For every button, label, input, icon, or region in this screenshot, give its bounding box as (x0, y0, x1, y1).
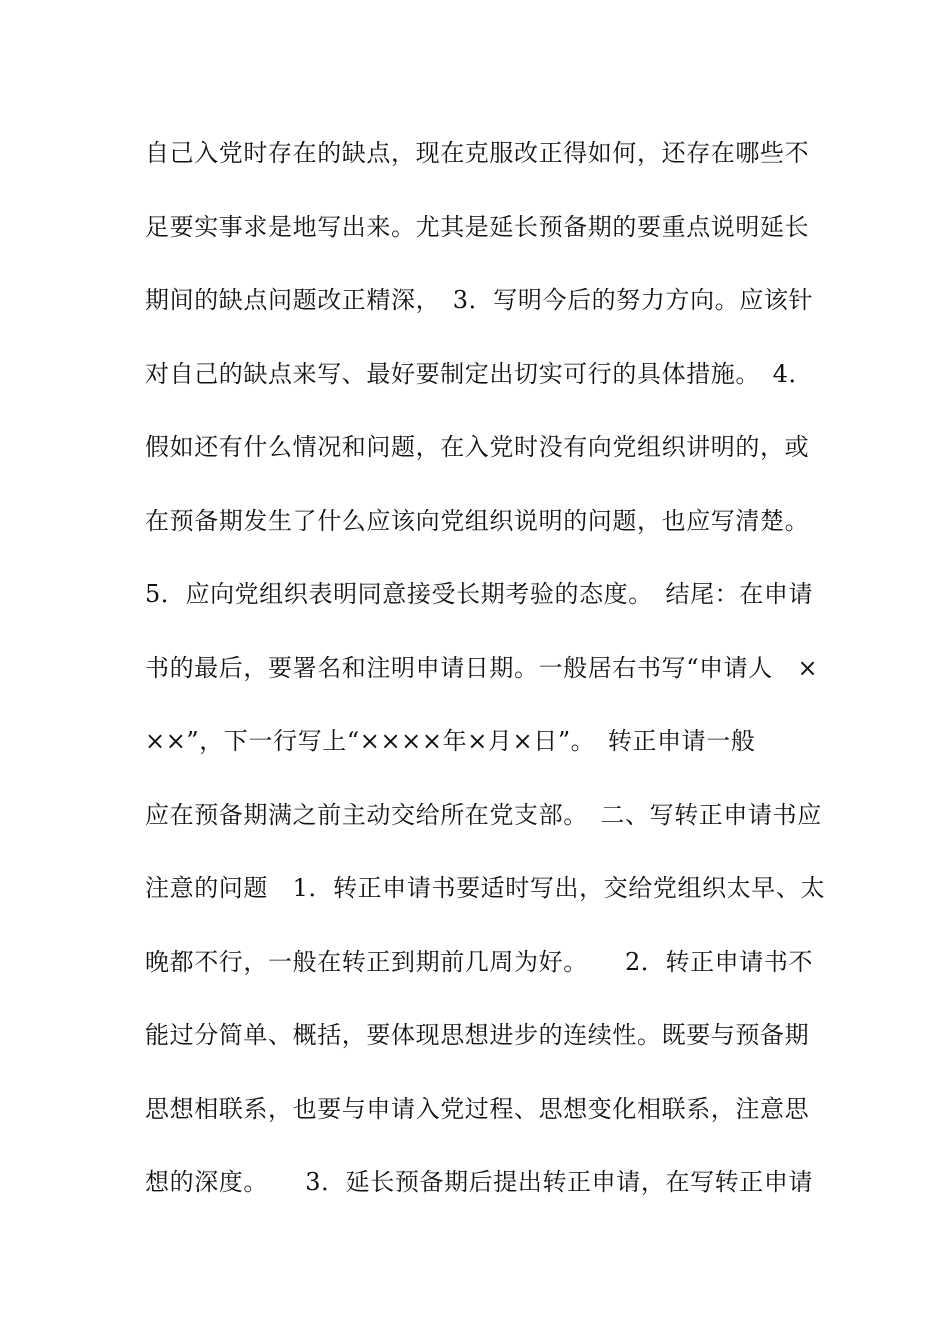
text-line: ××”，下一行写上“××××年×月×日”。 转正申请一般 (145, 727, 756, 755)
text-line: 假如还有什么情况和问题，在入党时没有向党组织讲明的，或 (145, 433, 810, 461)
text-line: 足要实事求是地写出来。尤其是延长预备期的要重点说明延长 (145, 212, 810, 241)
text-line: 注意的问题 1．转正申请书要适时写出，交给党组织太早、太 (145, 874, 826, 902)
text-line: 思想相联系，也要与申请入党过程、思想变化相联系，注意思 (145, 1094, 810, 1123)
text-line: 书的最后，要署名和注明申请日期。一般居右书写“申请人 × (145, 653, 819, 682)
text-line: 能过分简单、概括，要体现思想进步的连续性。既要与预备期 (145, 1021, 810, 1049)
text-line: 晚都不行，一般在转正到期前几周为好。 2．转正申请书不 (145, 947, 814, 976)
text-line: 对自己的缺点来写、最好要制定出切实可行的具体措施。 4． (145, 359, 814, 388)
text-line: 期间的缺点问题改正精深， 3．写明今后的努力方向。应该针 (145, 286, 814, 314)
text-line: 应在预备期满之前主动交给所在党支部。 二、写转正申请书应 (145, 800, 822, 829)
text-line: 在预备期发生了什么应该向党组织说明的问题，也应写清楚。 (145, 506, 810, 535)
text-line: 想的深度。 3．延长预备期后提出转正申请，在写转正申请 (145, 1168, 814, 1196)
body-text (145, 126, 826, 1229)
text-line: 自己入党时存在的缺点，现在克服改正得如何，还存在哪些不 (145, 139, 810, 167)
text-line: 5．应向党组织表明同意接受长期考验的态度。 结尾：在申请 (145, 580, 814, 608)
